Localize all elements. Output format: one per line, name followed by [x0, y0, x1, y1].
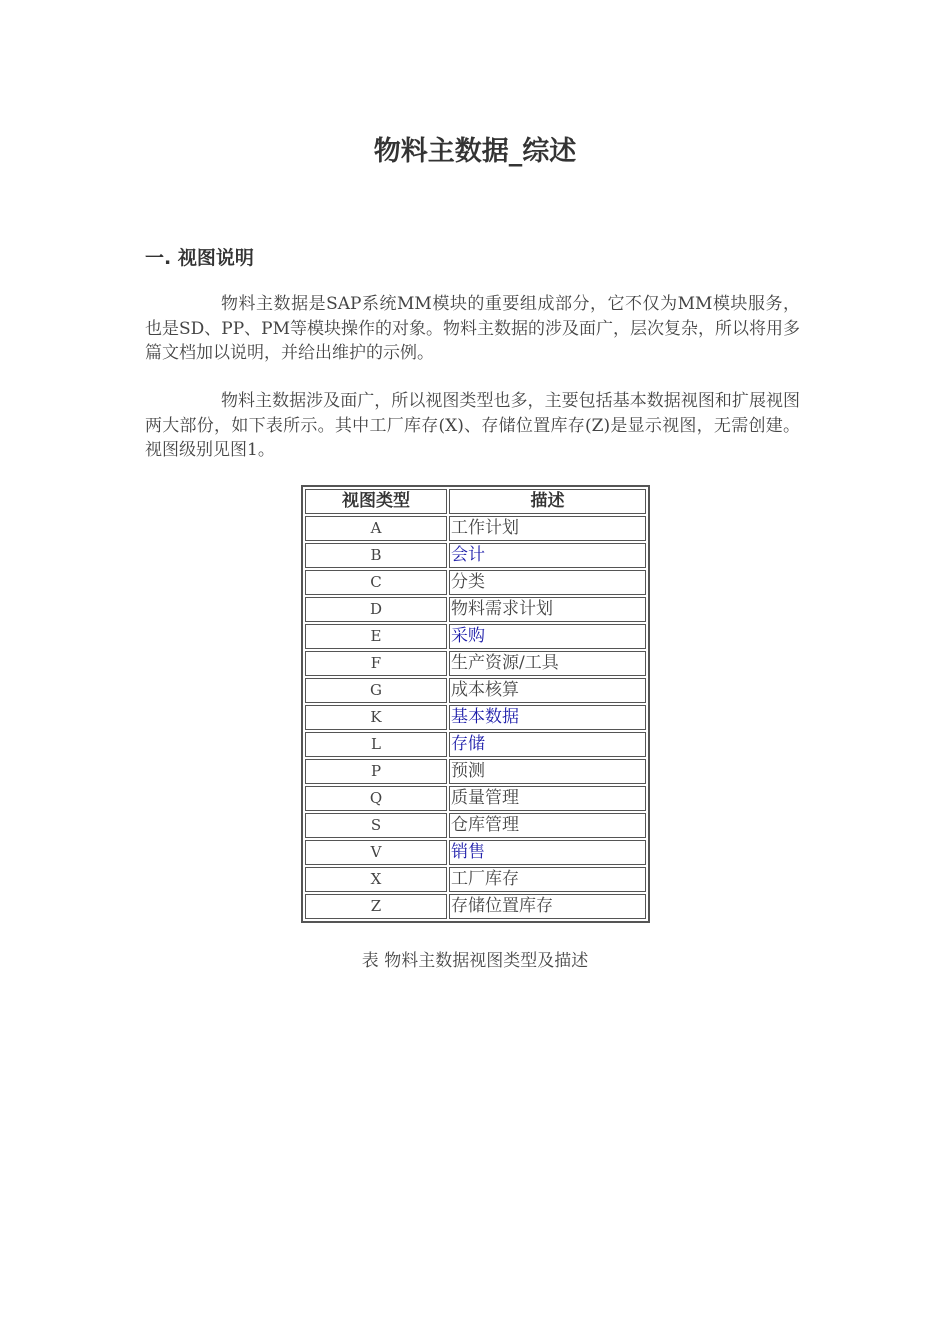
table-row: [305, 543, 646, 568]
description-link[interactable]: 采购: [451, 626, 485, 646]
header-description: 描述: [449, 489, 646, 514]
description-cell: [449, 651, 646, 676]
view-type-cell: K: [305, 705, 447, 730]
paragraph-views: 物料主数据涉及面广，所以视图类型也多，主要包括基本数据视图和扩展视图两大部份，如下表所示。其中工厂库存(X)、存储位置库存(Z)是显示视图，无需创建。视图级别见图1。: [145, 391, 800, 460]
description-text: 工厂库存: [451, 869, 519, 889]
description-cell: [449, 570, 646, 595]
view-type-cell: L: [305, 732, 447, 757]
description-cell: [449, 624, 646, 649]
description-cell: [449, 759, 646, 784]
description-text: 成本核算: [451, 680, 519, 700]
view-type-cell: F: [305, 651, 447, 676]
description-text: 物料需求计划: [451, 599, 553, 619]
description-text: 分类: [451, 572, 485, 592]
view-type-cell: Q: [305, 786, 447, 811]
view-type-cell: P: [305, 759, 447, 784]
view-type-cell: D: [305, 597, 447, 622]
table-row: [305, 651, 646, 676]
description-link[interactable]: 会计: [451, 545, 485, 565]
description-cell: [449, 732, 646, 757]
description-cell: [449, 597, 646, 622]
view-type-cell: A: [305, 516, 447, 541]
table-row: [305, 786, 646, 811]
header-view-type: 视图类型: [305, 489, 447, 514]
table-row: [305, 867, 646, 892]
description-text: 工作计划: [451, 518, 519, 538]
description-link[interactable]: 基本数据: [451, 707, 519, 727]
description-cell: [449, 543, 646, 568]
table-caption: 表 物料主数据视图类型及描述: [361, 951, 589, 971]
view-type-table: [301, 485, 650, 923]
section-heading: 一. 视图说明: [145, 247, 254, 269]
view-type-cell: E: [305, 624, 447, 649]
description-text: 质量管理: [451, 788, 519, 808]
description-text: 仓库管理: [451, 815, 519, 835]
page-title: 物料主数据_综述: [373, 136, 577, 167]
view-type-cell: G: [305, 678, 447, 703]
view-type-cell: C: [305, 570, 447, 595]
table-row: [305, 597, 646, 622]
table-row: [305, 759, 646, 784]
table-row: [305, 732, 646, 757]
description-cell: [449, 705, 646, 730]
table-row: [305, 894, 646, 919]
view-type-cell: B: [305, 543, 447, 568]
description-cell: [449, 786, 646, 811]
description-cell: [449, 867, 646, 892]
table-body: [305, 516, 646, 919]
description-cell: [449, 678, 646, 703]
view-type-cell: Z: [305, 894, 447, 919]
description-text: 预测: [451, 761, 485, 781]
table-row: [305, 624, 646, 649]
description-cell: [449, 516, 646, 541]
description-text: 存储位置库存: [451, 896, 553, 916]
paragraph-intro: 物料主数据是SAP系统MM模块的重要组成部分，它不仅为MM模块服务，也是SD、PP、PM等模块操作的对象。物料主数据的涉及面广，层次复杂，所以将用多篇文档加以说明，并给出维护的示例。: [145, 294, 800, 363]
description-link[interactable]: 存储: [451, 734, 485, 754]
table-header-row: [305, 489, 646, 514]
description-cell: [449, 813, 646, 838]
description-link[interactable]: 销售: [451, 842, 485, 862]
description-cell: [449, 840, 646, 865]
view-type-cell: S: [305, 813, 447, 838]
table-row: [305, 570, 646, 595]
description-cell: [449, 894, 646, 919]
table-row: [305, 813, 646, 838]
table-row: [305, 516, 646, 541]
description-text: 生产资源/工具: [451, 653, 559, 673]
view-type-cell: V: [305, 840, 447, 865]
table-row: [305, 678, 646, 703]
table-row: [305, 840, 646, 865]
table-row: [305, 705, 646, 730]
view-type-cell: X: [305, 867, 447, 892]
